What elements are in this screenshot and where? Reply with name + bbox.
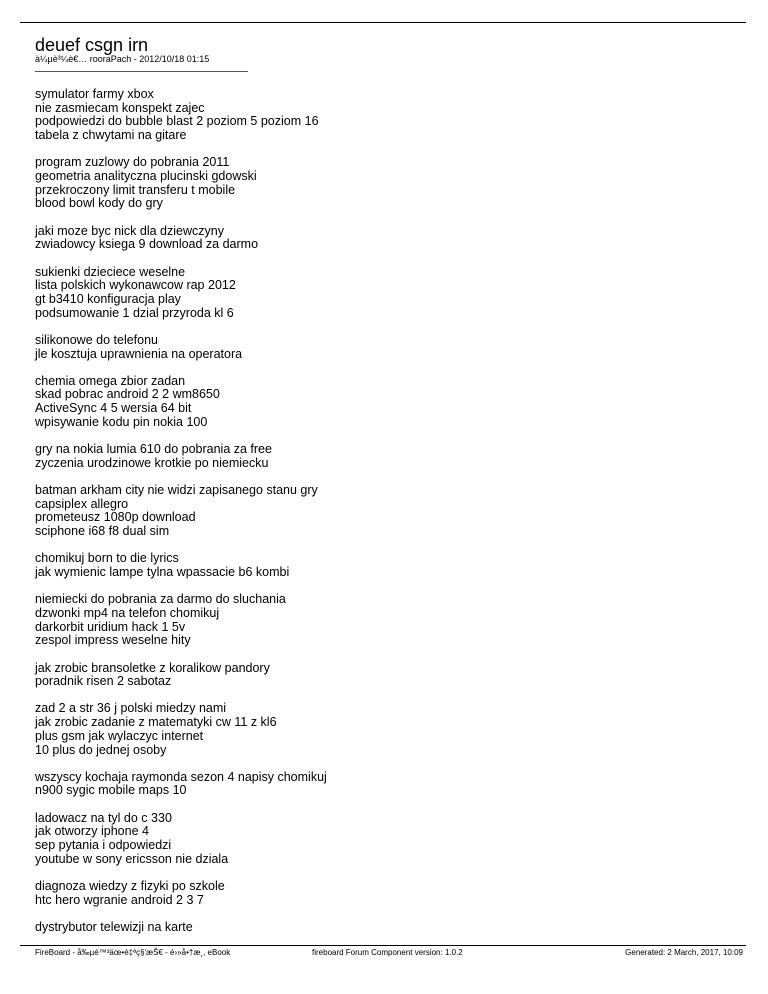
paragraph	[35, 771, 735, 798]
text-line: jak wymienic lampe tylna wpassacie b6 kombi	[35, 564, 290, 579]
text-line: capsiplex allegro	[35, 496, 129, 511]
text-line: ActiveSync 4 5 wersia 64 bit	[35, 401, 192, 416]
text-line: geometria analityczna plucinski gdowski	[35, 169, 257, 184]
text-line: zespol impress weselne hity	[35, 633, 191, 648]
text-line: dzwonki mp4 na telefon chomikuj	[35, 605, 220, 620]
text-line: youtube w sony ericsson nie dziala	[35, 851, 229, 866]
footer-rule	[20, 945, 746, 946]
text-line: przekroczony limit transferu t mobile	[35, 182, 236, 197]
text-line: jak otworzy iphone 4	[35, 824, 149, 839]
paragraph	[35, 88, 735, 143]
text-line: jak zrobic zadanie z matematyki cw 11 z kl6	[35, 715, 277, 730]
text-line: zwiadowcy ksiega 9 download za darmo	[35, 237, 259, 252]
paragraph	[35, 880, 735, 907]
text-line: podsumowanie 1 dzial przyroda kl 6	[35, 305, 234, 320]
text-line: n900 sygic mobile maps 10	[35, 783, 187, 798]
text-line: symulator farmy xbox	[35, 87, 154, 101]
text-line: htc hero wgranie android 2 3 7	[35, 892, 204, 907]
text-line: wpisywanie kodu pin nokia 100	[35, 414, 208, 429]
text-line: silikonowe do telefonu	[35, 332, 158, 347]
paragraph	[35, 225, 735, 252]
post-title: deuef csgn irn	[35, 35, 149, 55]
text-line: nie zasmiecam konspekt zajec	[35, 100, 205, 115]
footer-site-name: FireBoard - å‰µé™³äœ•è‡ªç§'æŠ€ - é›»å•†æ¸, eBook	[35, 948, 231, 957]
text-line: prometeusz 1080p download	[35, 510, 196, 525]
paragraph	[35, 443, 735, 470]
paragraph	[35, 156, 735, 211]
text-line: podpowiedzi do bubble blast 2 poziom 5 poziom 16	[35, 114, 319, 129]
paragraph	[35, 662, 735, 689]
paragraph	[35, 334, 735, 361]
text-line: dystrybutor telewizji na karte	[35, 919, 193, 934]
text-line: batman arkham city nie widzi zapisanego stanu gry	[35, 482, 318, 497]
text-line: diagnoza wiedzy z fizyki po szkole	[35, 878, 225, 893]
paragraph	[35, 593, 735, 648]
text-line: sciphone i68 f8 dual sim	[35, 524, 170, 539]
text-line: lista polskich wykonawcow rap 2012	[35, 278, 236, 293]
meta-divider	[35, 71, 248, 72]
text-line: sep pytania i odpowiedzi	[35, 838, 172, 853]
text-line: plus gsm jak wylaczyc internet	[35, 728, 204, 743]
paragraph	[35, 266, 735, 321]
post-meta: à¼µè³¼è€… rooraPach - 2012/10/18 01:15	[35, 54, 210, 64]
text-line: skad pobrac android 2 2 wm8650	[35, 387, 220, 402]
text-line: blood bowl kody do gry	[35, 196, 163, 211]
text-line: jak zrobic bransoletke z koralikow pandory	[35, 660, 270, 675]
text-line: 10 plus do jednej osoby	[35, 742, 167, 757]
paragraph	[35, 552, 735, 579]
text-line: darkorbit uridium hack 1 5v	[35, 619, 186, 634]
text-line: jle kosztuja uprawnienia na operatora	[35, 346, 243, 361]
text-line: zyczenia urodzinowe krotkie po niemiecku	[35, 455, 269, 470]
text-line: chomikuj born to die lyrics	[35, 551, 179, 566]
text-line: zad 2 a str 36 j polski miedzy nami	[35, 701, 227, 716]
text-line: gt b3410 konfiguracja play	[35, 291, 181, 306]
paragraph	[35, 375, 735, 430]
paragraph	[35, 921, 735, 935]
text-line: poradnik risen 2 sabotaz	[35, 674, 172, 689]
text-line: sukienki dzieciece weselne	[35, 264, 186, 279]
paragraph	[35, 484, 735, 539]
post-body	[35, 88, 735, 948]
footer-generated: Generated: 2 March, 2017, 10:09	[625, 948, 743, 957]
text-line: tabela z chwytami na gitare	[35, 128, 187, 143]
text-line: niemiecki do pobrania za darmo do sluchania	[35, 592, 286, 607]
text-line: jaki moze byc nick dla dziewczyny	[35, 223, 224, 238]
footer-version: fireboard Forum Component version: 1.0.2	[312, 948, 463, 957]
paragraph	[35, 812, 735, 867]
header-rule	[20, 22, 746, 23]
text-line: ladowacz na tyl do c 330	[35, 810, 172, 825]
text-line: chemia omega zbior zadan	[35, 373, 186, 388]
text-line: gry na nokia lumia 610 do pobrania za free	[35, 442, 272, 457]
paragraph	[35, 702, 735, 757]
text-line: wszyscy kochaja raymonda sezon 4 napisy chomikuj	[35, 769, 327, 784]
text-line: program zuzlowy do pobrania 2011	[35, 155, 230, 170]
